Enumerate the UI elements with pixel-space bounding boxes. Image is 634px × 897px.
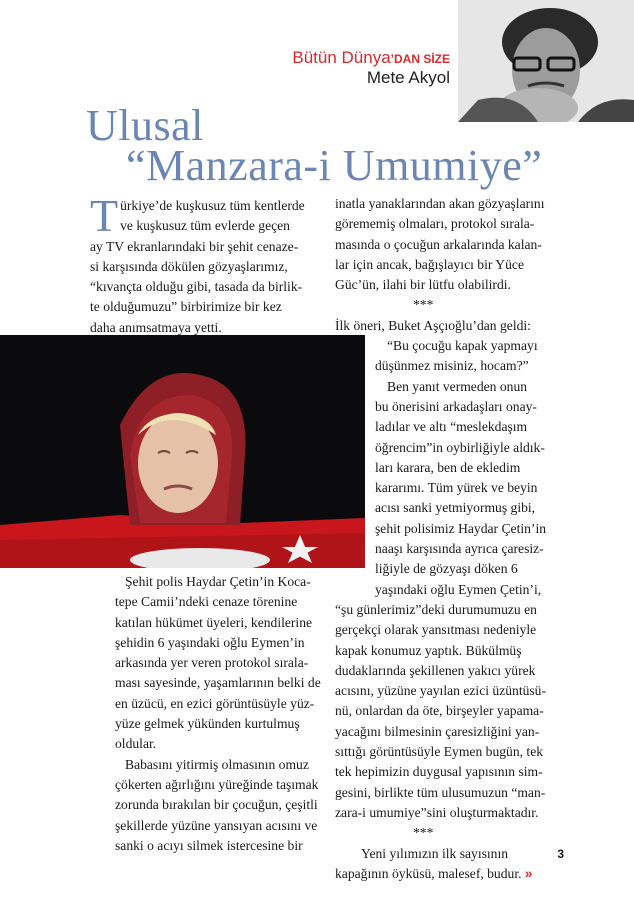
text-line: “kıvançta olduğu gibi, tasada da birlik- [90, 279, 303, 295]
text-line: en üzücü, en ezici görüntüsüyle yüz- [115, 695, 315, 711]
page-number: 3 [557, 847, 564, 861]
text-line: ay TV ekranlarındaki bir şehit cenaze- [90, 238, 299, 254]
text-line: zorunda bırakılan bir çocuğun, çeşitli [115, 797, 318, 813]
text-line: inatla yanaklarından akan gözyaşlarını [335, 196, 545, 211]
right-column-text [335, 194, 565, 884]
article-title-line1: Ulusal [86, 101, 204, 150]
text-line: şekillerde yüzüne yansıyan acısını ve [115, 817, 318, 833]
text-line: “şu günlerimiz”deki durumumuzu en [335, 601, 537, 617]
text-line: bu önerisini arkadaşları onay- [375, 398, 537, 414]
text-line: yüze gelmek yükünden kurtulmuş [115, 716, 300, 732]
text-line: kapak konumuz yaptık. Bükülmüş [335, 642, 522, 658]
author-photo [458, 0, 634, 122]
column-tag [292, 48, 450, 68]
text-line: yacağını bilmesinin çaresizliğini yan- [335, 723, 540, 739]
text-line: tepe Camii’ndeki cenaze törenine [115, 594, 298, 610]
text-line: ladılar ve altı “meslekdaşım [375, 419, 528, 435]
left-column-text [115, 572, 320, 856]
text-line: arkasında yer veren protokol sırala- [115, 655, 309, 671]
drop-cap: T [90, 190, 119, 241]
text-line: ürkiye’de kuşkusuz tüm kentlerde [120, 198, 305, 213]
text-line: masında o çocuğun arkalarında kalan- [335, 236, 542, 252]
column-name: Bütün Dünya [292, 48, 391, 67]
text-line: si karşısında dökülen gözyaşlarımız, [90, 258, 288, 274]
text-line: acısı sanki yetmiyormuş gibi, [375, 500, 536, 516]
quote-line: düşünmez misiniz, hocam?” [375, 358, 529, 374]
text-line: liğiyle de gözyaşı döken 6 [375, 561, 518, 577]
text-line: öğrencim”in oybirliğiyle aldık- [375, 439, 545, 455]
text-line: daha anımsatmaya yetti. [90, 319, 222, 335]
text-line: tek hepimizin duygusal yapısının sim- [335, 764, 543, 780]
section-separator: *** [413, 297, 434, 313]
text-line: Güc’ün, ilahi bir lütfu olabilirdi. [335, 277, 511, 293]
text-line: yaşındaki oğlu Eymen Çetin’i, [375, 581, 542, 597]
text-line: dudaklarında şekillenen yakıcı yürek [335, 662, 536, 678]
text-line: şehit polisimiz Haydar Çetin’in [375, 520, 547, 536]
text-line: ları karara, ben de ekledim [375, 459, 521, 475]
text-line: ması sayesinde, yaşamlarının belki de [115, 675, 321, 691]
text-line: zara-i umumiye”sini oluşturmaktadır. [335, 804, 539, 820]
lead-paragraph [90, 190, 320, 338]
text-line: acısını, yüzüne yayılan ezici üzüntüsü- [335, 683, 547, 699]
text-line: kapağının öyküsü, malesef, budur. [335, 865, 522, 881]
text-line: oldular. [115, 736, 157, 752]
text-line: Babasını yitirmiş olmasının omuz [125, 756, 309, 772]
chevron-right-icon: » [524, 865, 533, 881]
text-line: katılan hükümet üyeleri, kendilerine [115, 614, 313, 630]
text-line: gerçekçi olarak yansıtması nedeniyle [335, 622, 537, 638]
section-separator: *** [413, 825, 434, 841]
author-name: Mete Akyol [366, 68, 450, 87]
text-line: Yeni yılımızın ilk sayısının [361, 845, 509, 861]
text-line: gesini, birlikte tüm ulusumuzun “man- [335, 784, 546, 800]
text-line: kararımı. Tüm yürek ve beyin [375, 480, 538, 496]
column-name-suffix: ’DAN SİZE [390, 52, 450, 66]
text-line: İlk öneri, Buket Aşçıoğlu’dan geldi: [335, 317, 531, 333]
article-photo [0, 335, 365, 568]
text-line: naaşı karşısında ayrıca çaresiz- [375, 541, 544, 557]
text-line: şehidin 6 yaşındaki oğlu Eymen’in [115, 634, 305, 650]
text-line: Ben yanıt vermeden onun [387, 378, 528, 394]
text-line: ve kuşkusuz tüm evlerde geçen [120, 218, 290, 234]
article-title-line2: “Manzara-i Umumiye” [126, 141, 543, 190]
closing-line [335, 864, 565, 884]
text-line: Şehit polis Haydar Çetin’in Koca- [125, 574, 311, 589]
text-line: lar için ancak, bağışlayıcı bir Yüce [335, 256, 524, 272]
text-line: çökerten ağırlığını yüreğinde taşımak [115, 776, 319, 792]
text-line: sıttığı görüntüsüyle Eymen bugün, tek [335, 744, 544, 760]
text-line: te olduğumuzu” birbirimize bir kez [90, 299, 282, 315]
text-line: sanki o acıyı silmek istercesine bir [115, 837, 303, 853]
text-line: görememiş olmaları, protokol sırala- [335, 216, 535, 232]
quote-line: “Bu çocuğu kapak yapmayı [387, 338, 538, 354]
text-line: nü, onlardan da öte, birşeyler yapama- [335, 703, 544, 719]
